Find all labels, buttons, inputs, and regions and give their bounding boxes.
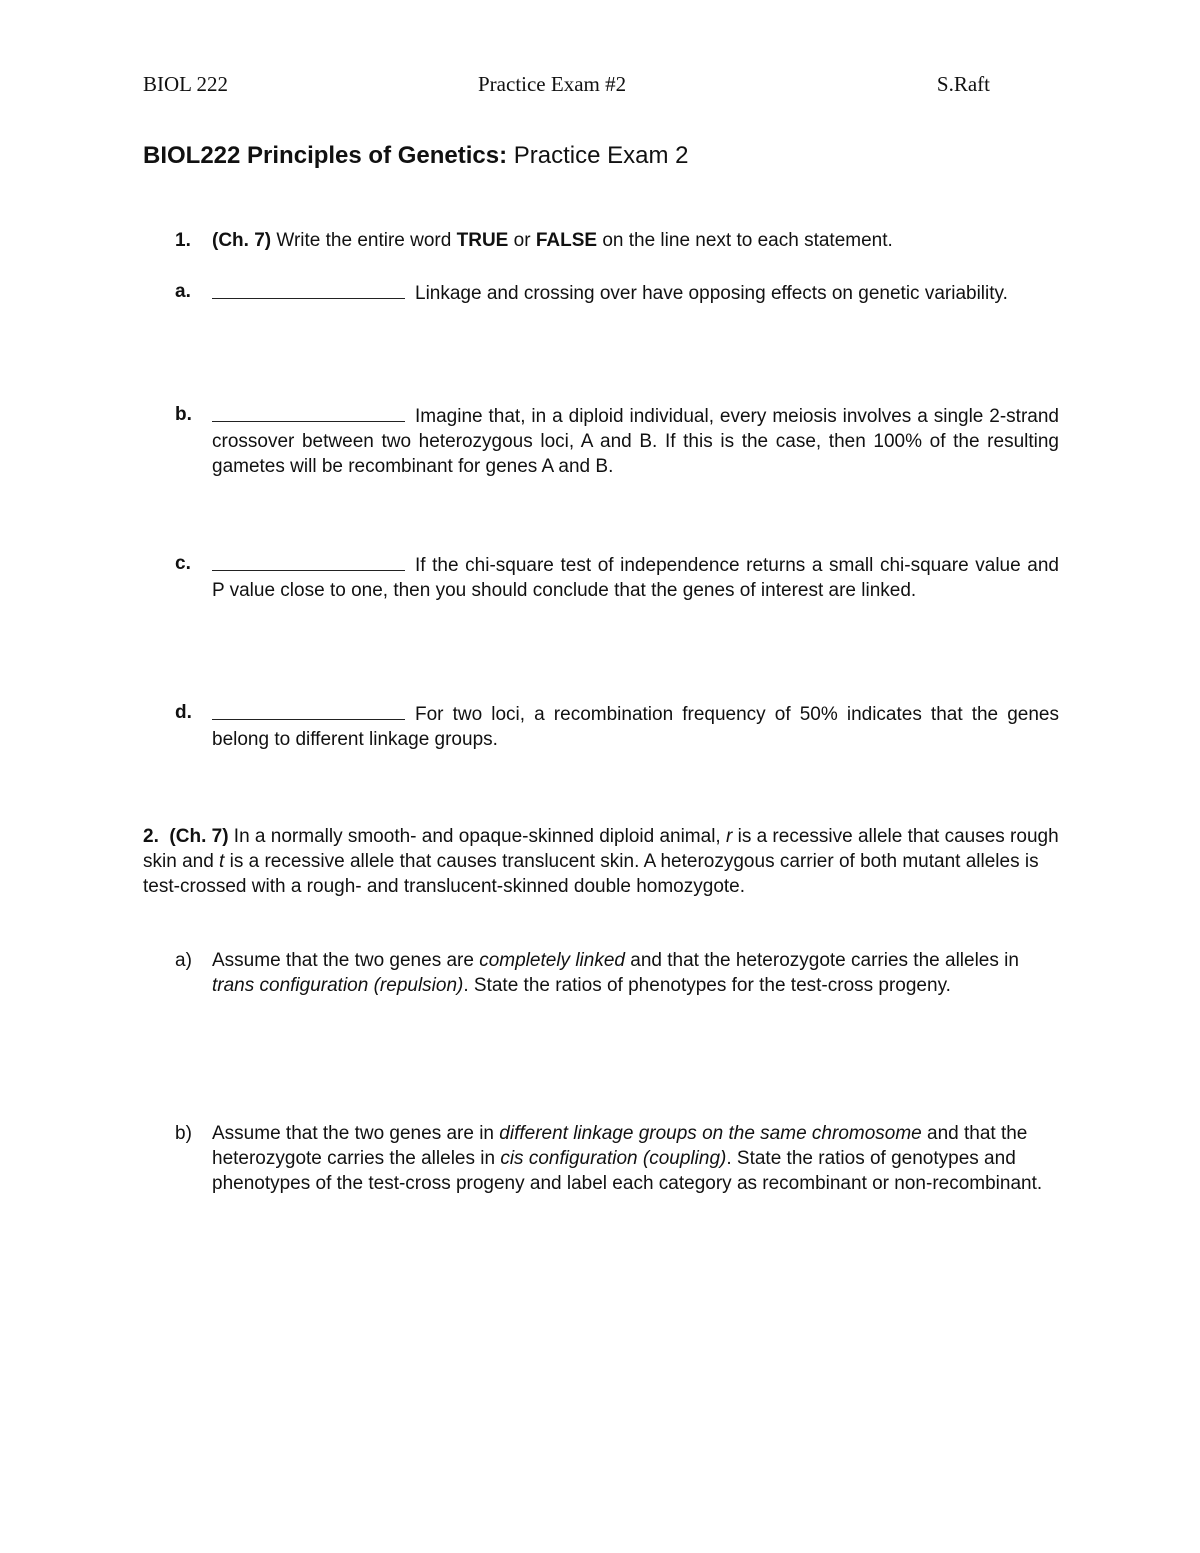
item-letter: d. <box>175 702 192 723</box>
answer-blank-c[interactable] <box>212 551 405 571</box>
header-author: S.Raft <box>936 72 990 96</box>
question-1-text: Write the entire word <box>271 230 457 251</box>
question-2-text: In a normally smooth- and opaque-skinned diploid animal, <box>228 826 726 847</box>
part-text: and that the heterozygote carries the alleles in <box>624 950 1019 971</box>
title-course-name: BIOL222 Principles of Genetics: <box>143 142 508 169</box>
part-label: b) <box>175 1123 192 1144</box>
part-emphasis: cis configuration (coupling) <box>500 1148 727 1169</box>
part-text: Assume that the two genes are <box>212 950 480 971</box>
part-emphasis: completely linked <box>479 950 625 971</box>
item-letter: c. <box>175 553 191 574</box>
question-1-text: or <box>508 230 536 251</box>
item-letter: b. <box>175 404 192 425</box>
part-emphasis: different linkage groups on the same chromosome <box>499 1123 922 1144</box>
answer-blank-a[interactable] <box>212 279 405 299</box>
document-title <box>143 142 689 170</box>
part-text: . State the ratios of phenotypes for the test-cross progeny. <box>463 975 951 996</box>
question-1-number: 1. <box>175 230 191 251</box>
part-text: . State the ratios of genotypes and phenotypes of the test-cross progeny and label each category as recombinant or non-recombinant. <box>212 1148 1043 1194</box>
question-2-chapter: (Ch. 7) <box>169 826 229 847</box>
question-2-prompt <box>143 824 1063 899</box>
title-exam-label: Practice Exam 2 <box>507 142 689 169</box>
item-statement: For two loci, a recombination frequency of 50% indicates that the genes belong to different linkage groups. <box>212 704 1059 750</box>
part-emphasis: trans configuration (repulsion) <box>212 975 464 996</box>
running-header <box>143 72 990 102</box>
false-word: FALSE <box>535 230 598 251</box>
question-1-chapter: (Ch. 7) <box>212 230 272 251</box>
part-label: a) <box>175 950 192 971</box>
item-statement: Linkage and crossing over have opposing effects on genetic variability. <box>415 283 1008 304</box>
part-text: and that the heterozygote carries the alleles in <box>212 1123 1028 1169</box>
true-word: TRUE <box>456 230 509 251</box>
answer-blank-b[interactable] <box>212 402 405 422</box>
allele-r: r <box>725 826 733 847</box>
allele-t: t <box>219 851 225 872</box>
question-2-number: 2. <box>143 826 159 847</box>
header-course: BIOL 222 <box>143 72 228 96</box>
item-statement: If the chi-square test of independence returns a small chi-square value and P value close to one, then you should conclude that the genes of interest are linked. <box>212 555 1059 601</box>
item-letter: a. <box>175 281 191 302</box>
question-2-text: is a recessive allele that causes rough skin and <box>143 826 1059 872</box>
part-text: Assume that the two genes are in <box>212 1123 500 1144</box>
answer-blank-d[interactable] <box>212 700 405 720</box>
question-1-text: on the line next to each statement. <box>597 230 893 251</box>
header-exam-name: Practice Exam #2 <box>478 72 627 96</box>
item-statement: Imagine that, in a diploid individual, every meiosis involves a single 2-strand crossover between two heterozygous loci, A and B. If this is the case, then 100% of the resulting gametes will be recombinant for genes A and B. <box>212 406 1059 477</box>
question-2-text: is a recessive allele that causes translucent skin. A heterozygous carrier of both mutant alleles is test-crossed with a rough- and translucent-skinned double homozygote. <box>143 851 1039 897</box>
